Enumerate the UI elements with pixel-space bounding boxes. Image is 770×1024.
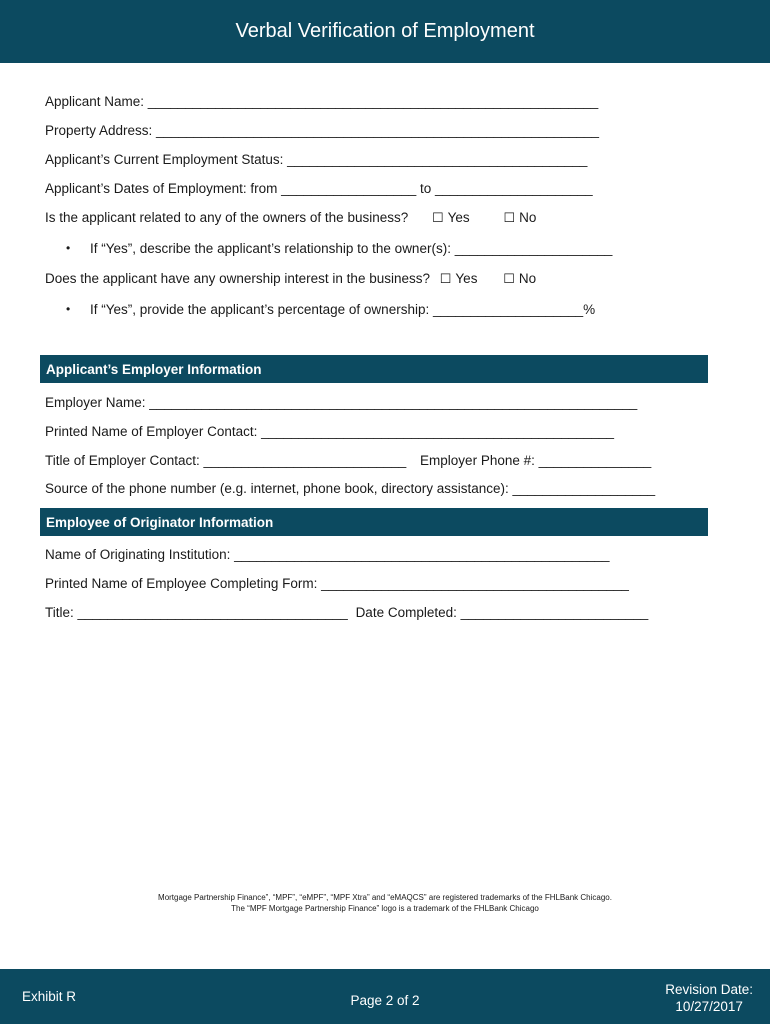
related-question: [45, 210, 536, 226]
revision-label: Revision Date:: [665, 982, 753, 997]
relationship-field[interactable]: If “Yes”, describe the applicant’s relationship to the owner(s): _____________________: [90, 241, 613, 256]
ownership-no-checkbox[interactable]: [503, 271, 536, 287]
related-question-text: Is the applicant related to any of the owners of the business?: [45, 210, 409, 225]
employer-contact-field[interactable]: Printed Name of Employer Contact: _______________________________________________: [45, 424, 614, 439]
employment-status-field[interactable]: Applicant’s Current Employment Status: ________________________________________: [45, 152, 588, 167]
originator-section-title: Employee of Originator Information: [46, 514, 274, 530]
exhibit-label: Exhibit R: [22, 989, 77, 1004]
date-completed-field[interactable]: Date Completed: _________________________: [355, 605, 649, 620]
trademark-note-1: Mortgage Partnership Finance”, “MPF”, “eMPF”, “MPF Xtra” and “eMAQCS” are registered trademarks of the FHLBank Chicago.: [158, 893, 612, 902]
checkbox-icon: ☐: [432, 210, 444, 225]
applicant-name-field[interactable]: Applicant Name: ____________________________________________________________: [45, 94, 599, 109]
bullet-icon: •: [66, 241, 71, 255]
originating-institution-field[interactable]: Name of Originating Institution: __________________________________________________: [45, 547, 610, 562]
page-header: [0, 0, 770, 63]
bullet-icon: •: [66, 302, 71, 316]
ownership-question: [45, 271, 536, 287]
employer-phone-field[interactable]: Employer Phone #: _______________: [420, 453, 652, 468]
page-title: Verbal Verification of Employment: [235, 20, 535, 42]
checkbox-icon: ☐: [503, 271, 515, 286]
title-date-row: [45, 605, 648, 621]
employee-name-field[interactable]: Printed Name of Employee Completing Form: _________________________________________: [45, 576, 629, 591]
title-field[interactable]: Title: ____________________________________: [45, 605, 348, 620]
contact-title-row: [45, 453, 651, 469]
related-no-checkbox[interactable]: [503, 210, 536, 226]
employer-section-title: Applicant’s Employer Information: [46, 361, 262, 377]
related-yes-checkbox[interactable]: [432, 210, 470, 226]
ownership-no-label: No: [518, 271, 537, 286]
revision-date: 10/27/2017: [675, 999, 743, 1014]
revision-info: [665, 981, 753, 1015]
phone-source-field[interactable]: Source of the phone number (e.g. internet, phone book, directory assistance): ___________________: [45, 481, 656, 496]
originator-section-header: [40, 508, 708, 536]
ownership-yes-checkbox[interactable]: [440, 271, 478, 287]
contact-title-field[interactable]: Title of Employer Contact: ___________________________: [45, 453, 407, 468]
trademark-note-2: The “MPF Mortgage Partnership Finance” logo is a trademark of the FHLBank Chicago: [231, 904, 539, 913]
trademark-notes: [0, 892, 770, 914]
page-footer: [0, 969, 770, 1024]
related-no-label: No: [519, 210, 537, 225]
employer-section-header: [40, 355, 708, 383]
property-address-field[interactable]: Property Address: ___________________________________________________________: [45, 123, 600, 138]
related-yes-label: Yes: [447, 210, 470, 225]
ownership-question-text: Does the applicant have any ownership interest in the business?: [45, 271, 430, 286]
checkbox-icon: ☐: [439, 271, 452, 286]
employer-name-field[interactable]: Employer Name: _________________________________________________________________: [45, 395, 638, 410]
ownership-yes-label: Yes: [455, 271, 478, 286]
checkbox-icon: ☐: [503, 210, 516, 225]
ownership-percentage-field[interactable]: If “Yes”, provide the applicant’s percentage of ownership: ____________________%: [90, 302, 596, 317]
dates-of-employment-field[interactable]: Applicant’s Dates of Employment: from __________________ to _____________________: [45, 181, 593, 196]
page-number: Page 2 of 2: [350, 993, 420, 1008]
